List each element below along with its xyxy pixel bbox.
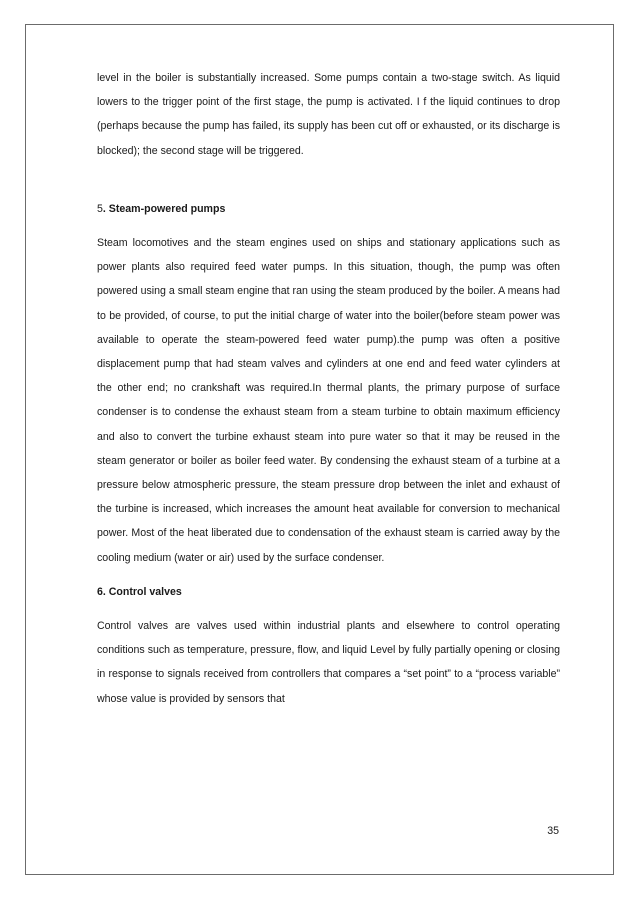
spacer — [97, 604, 560, 614]
spacer — [97, 221, 560, 231]
spacer — [97, 570, 560, 580]
document-body — [97, 66, 560, 711]
section-number: 5 — [97, 202, 103, 215]
section-title: . Steam-powered pumps — [102, 202, 226, 215]
page-number: 35 — [547, 825, 559, 837]
paragraph-boiler-switch: level in the boiler is substantially increased. Some pumps contain a two-stage switch. As liquid lowers to the trigger point of the first stage, the pump is activated. I f the liquid continues to drop (perhaps because the pump has failed, its supply has been cut off or exhausted, or its discharge is blocked); the second stage will be triggered. — [97, 72, 560, 157]
paragraph-control-valves: Control valves are valves used within industrial plants and elsewhere to control operating conditions such as temperature, pressure, flow, and liquid Level by fully partially opening or closing in response to signals received from controllers that compares a “set point” to a “process variable” whose value is provided by sensors that — [97, 620, 560, 705]
spacer — [97, 163, 560, 197]
section-heading-control-valves: 6. Control valves — [97, 585, 182, 598]
paragraph-steam-powered-pumps: Steam locomotives and the steam engines used on ships and stationary applications such as power plants also required feed water pumps. In this situation, though, the pump was often powered using a small steam engine that ran using the steam produced by the boiler. A means had to be provided, of course, to put the initial charge of water into the boiler(before steam power was available to operate the steam-powered feed water pump).the pump was often a positive displacement pump that had steam valves and cylinders at one end and feed water cylinders at the other end; no crankshaft was required.In thermal plants, the primary purpose of surface condenser is to condense the exhaust steam from a steam turbine to obtain maximum efficiency and also to convert the turbine exhaust steam into pure water so that it may be reused in the steam generator or boiler as boiler feed water. By condensing the exhaust steam of a turbine at a pressure below atmospheric pressure, the steam pressure drop between the inlet and exhaust of the turbine is increased, which increases the amount heat available for conversion to mechanical power. Most of the heat liberated due to condensation of the exhaust steam is carried away by the cooling medium (water or air) used by the surface condenser. — [97, 237, 560, 564]
section-heading-steam-powered-pumps — [97, 197, 560, 221]
